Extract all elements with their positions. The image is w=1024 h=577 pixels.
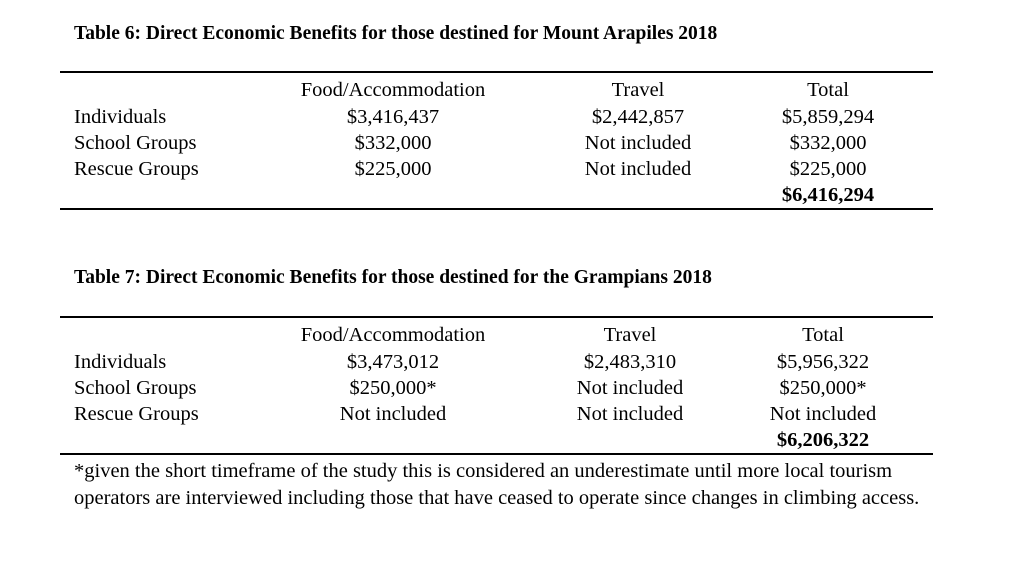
table6-bottom-rule bbox=[60, 208, 933, 210]
table7-row-label: School Groups bbox=[74, 377, 197, 399]
table7-caption: Table 7: Direct Economic Benefits for those destined for the Grampians 2018 bbox=[74, 267, 712, 288]
table6-row-label: School Groups bbox=[74, 132, 197, 154]
table6-caption: Table 6: Direct Economic Benefits for those destined for Mount Arapiles 2018 bbox=[74, 23, 718, 44]
table7-top-rule bbox=[60, 316, 933, 318]
table7-row-label: Individuals bbox=[74, 351, 167, 373]
table6-row-label: Individuals bbox=[74, 106, 167, 128]
table7-row-label: Rescue Groups bbox=[74, 403, 199, 425]
table6-top-rule bbox=[60, 71, 933, 73]
table6-row-label: Rescue Groups bbox=[74, 158, 199, 180]
table7-footnote: *given the short timeframe of the study this is considered an underestimate until more local tourism operators are interviewed including those that have ceased to operate since changes in climbing access. bbox=[74, 460, 920, 509]
table7-bottom-rule bbox=[60, 453, 933, 455]
